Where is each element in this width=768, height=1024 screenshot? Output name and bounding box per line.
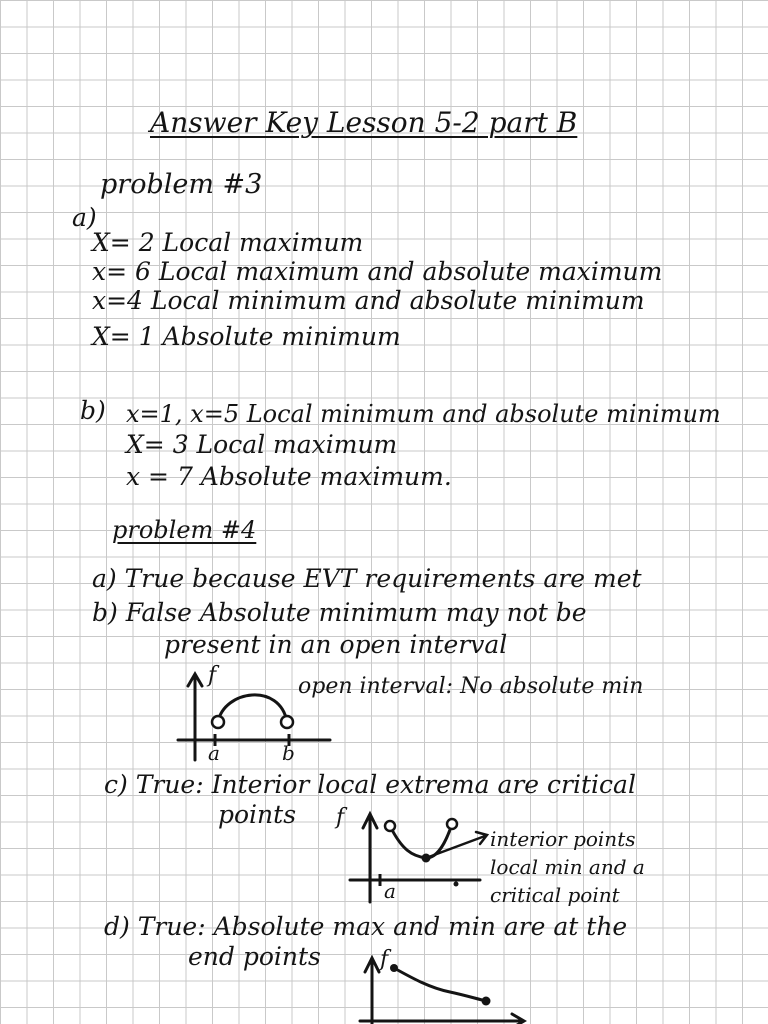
open-interval-note: open interval: No absolute min [298,674,644,699]
critical-point-note-1: interior points [490,827,636,851]
problem3-part-b-label: b) [80,396,106,425]
graph-f-label-c: f [336,805,345,830]
problem4-c-text-2: points [218,800,297,829]
problem4-heading: problem #4 [112,516,257,544]
graph-b-label: b [282,741,295,765]
problem4-d-text-1: d) True: Absolute max and min are at the [104,912,628,941]
critical-point-graph [330,806,500,906]
graph-a-label: a [208,741,220,765]
problem4-d-text-2: end points [188,942,321,971]
graph-f-label: f [208,663,217,688]
page-title: Answer Key Lesson 5-2 part B [150,106,578,139]
endpoint-graph [350,948,530,1024]
critical-point-note-3: critical point [490,883,620,907]
problem4-a-text: a) True because EVT requirements are met [92,564,642,593]
problem3-part-a-label: a) [72,203,97,232]
problem3-a-line-2: x= 6 Local maximum and absolute maximum [92,257,663,286]
problem3-a-line-4: X= 1 Absolute minimum [92,322,401,351]
graph-f-label-d: f [380,947,389,972]
critical-point-note-2: local min and a [490,855,645,879]
problem4-b-text-2: present in an open interval [164,630,508,659]
problem4-c-text-1: c) True: Interior local extrema are critical [104,770,636,799]
problem3-a-line-3: x=4 Local minimum and absolute minimum [92,286,645,315]
problem3-b-line-2: X= 3 Local maximum [126,430,398,459]
problem3-a-line-1: X= 2 Local maximum [92,228,364,257]
graph-a-label-c: a [384,879,396,903]
problem3-b-line-1: x=1, x=5 Local minimum and absolute minimum [126,400,721,428]
problem4-b-text-1: b) False Absolute minimum may not be [92,598,587,627]
problem3-heading: problem #3 [100,169,263,200]
problem3-b-line-3: x = 7 Absolute maximum. [126,462,452,491]
